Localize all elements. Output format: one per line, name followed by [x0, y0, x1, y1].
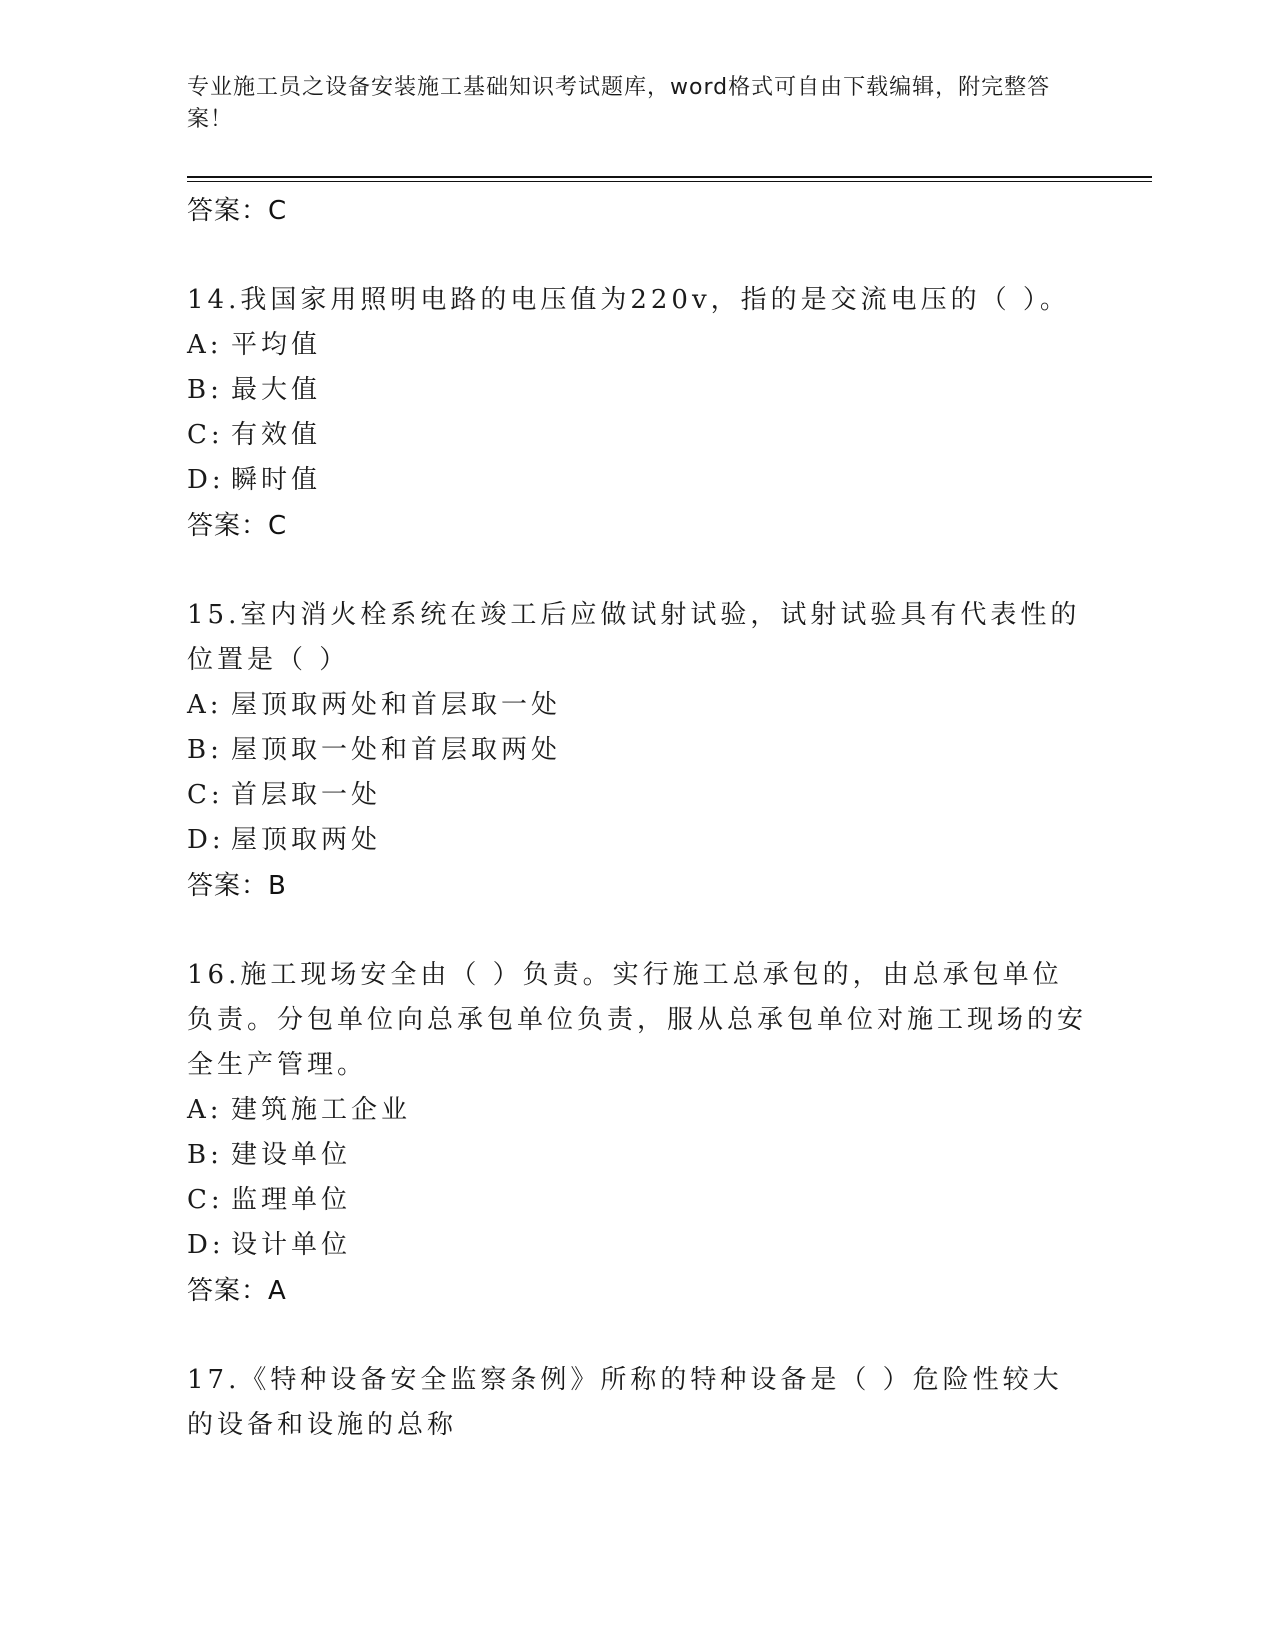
option-d — [187, 1223, 1087, 1268]
option-b — [187, 1133, 1087, 1178]
option-letter: A: — [187, 690, 223, 720]
option-letter: C: — [187, 1185, 224, 1215]
answer-line: 答案：C — [187, 196, 288, 226]
question-text: 16.施工现场安全由（ ）负责。实行施工总承包的，由总承包单位负责。分包单位向总承包单位负责，服从总承包单位对施工现场的安全生产管理。 — [187, 960, 1088, 1080]
option-text: 设计单位 — [231, 1230, 352, 1260]
header-divider-thin — [187, 181, 1152, 182]
option-letter: C: — [187, 780, 224, 810]
question-text: 15.室内消火栓系统在竣工后应做试射试验，试射试验具有代表性的位置是（ ） — [187, 600, 1081, 675]
option-letter: D: — [187, 1230, 225, 1260]
option-text: 屋顶取两处和首层取一处 — [231, 690, 562, 720]
question-text: 14.我国家用照明电路的电压值为220v，指的是交流电压的（ ）。 — [187, 285, 1070, 315]
option-d — [187, 818, 1087, 863]
option-text: 建设单位 — [231, 1140, 352, 1170]
option-text: 平均值 — [231, 330, 322, 360]
option-letter: D: — [187, 465, 225, 495]
option-text: 屋顶取一处和首层取两处 — [231, 735, 562, 765]
option-d — [187, 458, 1087, 503]
option-text: 建筑施工企业 — [231, 1095, 412, 1125]
answer-line: 答案：B — [187, 871, 287, 901]
header-divider-thick — [187, 176, 1152, 178]
option-letter: C: — [187, 420, 224, 450]
answer-line: 答案：C — [187, 511, 288, 541]
option-text: 有效值 — [231, 420, 322, 450]
option-a — [187, 1088, 1087, 1133]
option-letter: B: — [187, 1140, 223, 1170]
option-text: 最大值 — [231, 375, 322, 405]
question-text: 17.《特种设备安全监察条例》所称的特种设备是（ ）危险性较大的设备和设施的总称 — [187, 1365, 1063, 1440]
option-text: 首层取一处 — [231, 780, 382, 810]
option-text: 瞬时值 — [231, 465, 322, 495]
answer-line: 答案：A — [187, 1276, 287, 1306]
option-c — [187, 413, 1087, 458]
option-a — [187, 683, 1087, 728]
option-b — [187, 728, 1087, 773]
option-text: 监理单位 — [231, 1185, 352, 1215]
option-a — [187, 323, 1087, 368]
option-letter: B: — [187, 375, 223, 405]
document-header: 专业施工员之设备安装施工基础知识考试题库，word格式可自由下载编辑，附完整答案！ — [187, 75, 1051, 132]
option-letter: A: — [187, 330, 223, 360]
option-c — [187, 1178, 1087, 1223]
option-letter: D: — [187, 825, 225, 855]
option-b — [187, 368, 1087, 413]
question-list — [187, 188, 1087, 1448]
option-letter: A: — [187, 1095, 223, 1125]
option-c — [187, 773, 1087, 818]
option-letter: B: — [187, 735, 223, 765]
option-text: 屋顶取两处 — [231, 825, 382, 855]
